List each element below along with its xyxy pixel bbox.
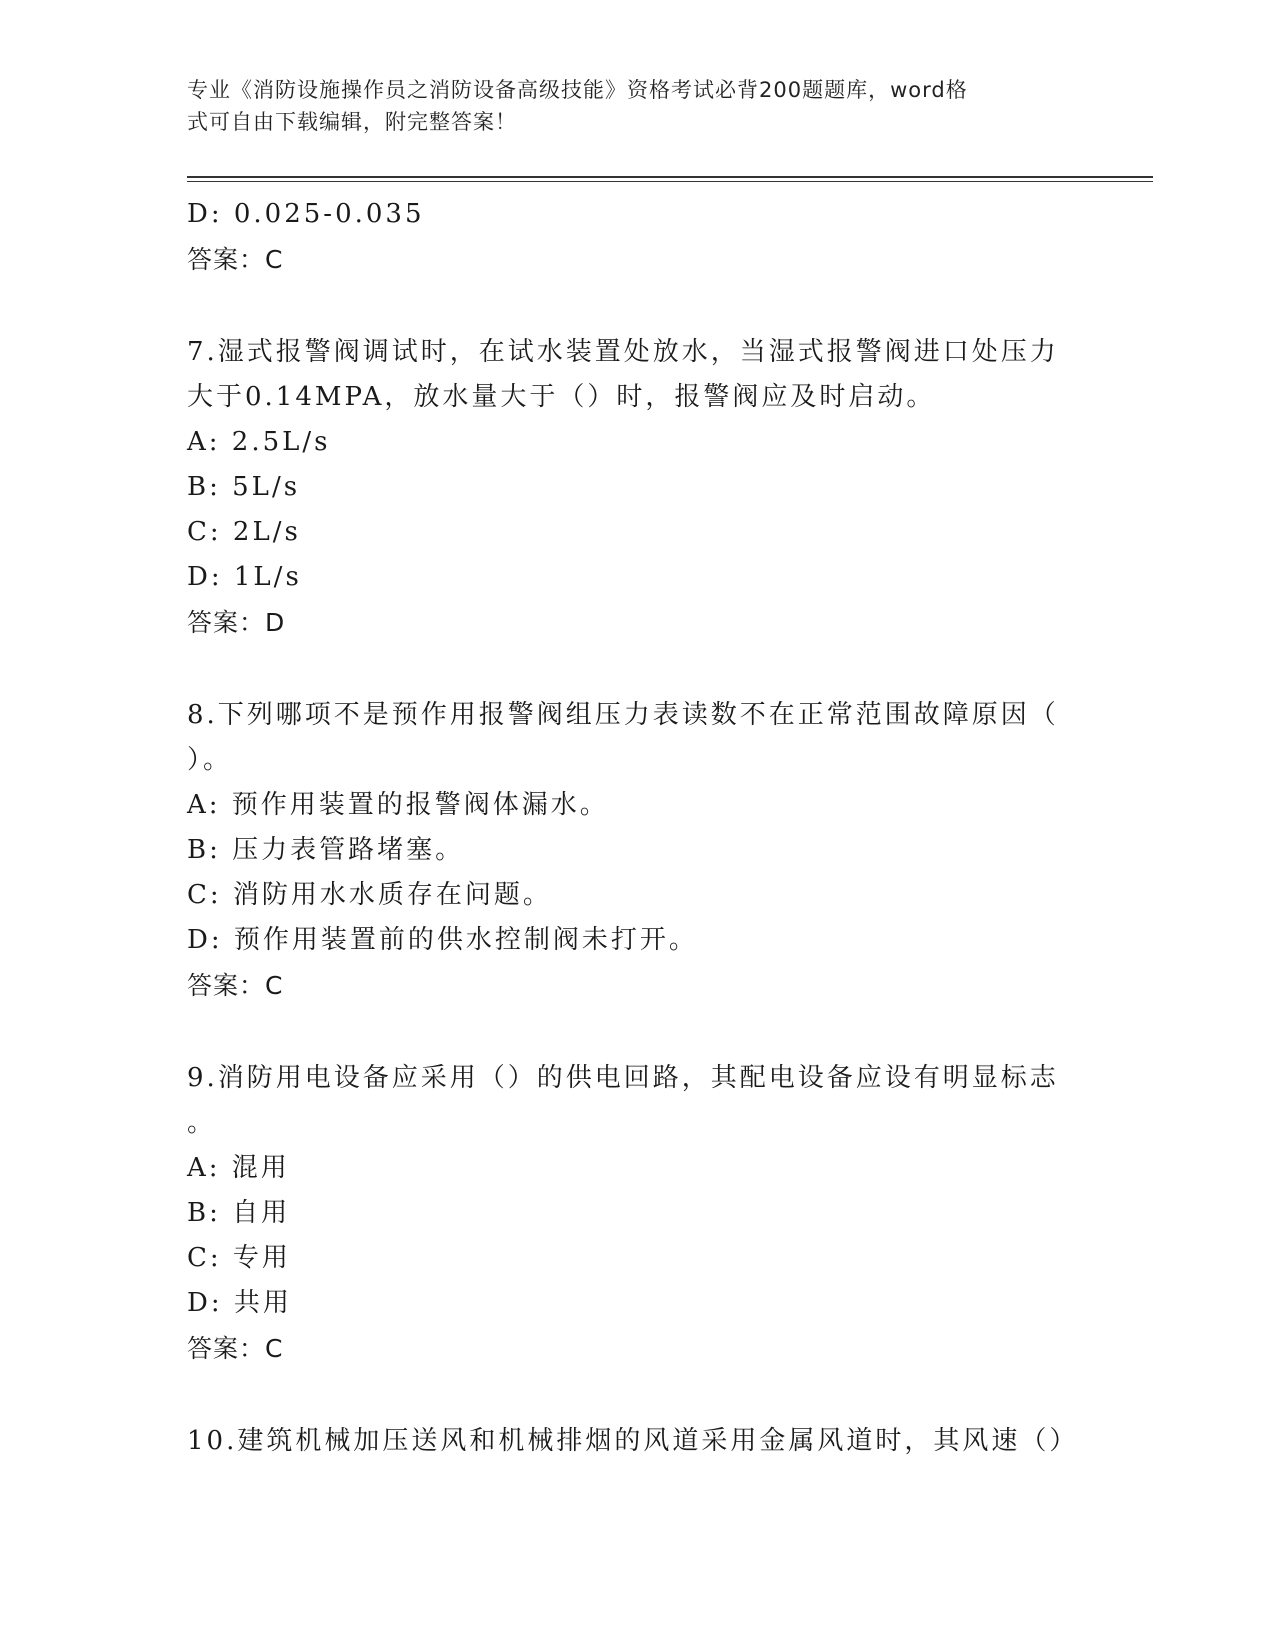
document-header: [187, 74, 1067, 138]
header-line-1: 专业《消防设施操作员之消防设备高级技能》资格考试必背200题题库，word格: [187, 78, 968, 102]
question-9: [187, 1056, 1067, 1371]
question-stem: 10.建筑机械加压送风和机械排烟的风道采用金属风道时，其风速（）: [187, 1426, 1079, 1456]
header-line-2: 式可自由下载编辑，附完整答案！: [187, 110, 517, 134]
answer-line: 答案：C: [187, 971, 284, 1000]
option-a: A: 预作用装置的报警阀体漏水。: [187, 790, 609, 820]
question-stem: 8.下列哪项不是预作用报警阀组压力表读数不在正常范围故障原因（: [187, 700, 1059, 730]
option-c: C: 专用: [187, 1243, 291, 1273]
option-b: B: 压力表管路堵塞。: [187, 835, 465, 865]
option-d: D: 1L/s: [187, 562, 302, 592]
header-divider-thin: [187, 181, 1153, 182]
header-divider-thick: [187, 176, 1153, 178]
question-stem: ）。: [187, 745, 233, 775]
question-10: [187, 1419, 1079, 1464]
option-a: A: 2.5L/s: [187, 427, 331, 457]
option-c: C: 2L/s: [187, 517, 301, 547]
option-c: C: 消防用水水质存在问题。: [187, 880, 552, 910]
option-b: B: 自用: [187, 1198, 291, 1228]
question-stem: 7.湿式报警阀调试时，在试水装置处放水，当湿式报警阀进口处压力: [187, 337, 1059, 367]
option-d: D: 0.025-0.035: [187, 199, 425, 229]
option-d: D: 预作用装置前的供水控制阀未打开。: [187, 925, 698, 955]
question-stem: 大于0.14MPA，放水量大于（）时，报警阀应及时启动。: [187, 382, 936, 412]
question-8: [187, 693, 1067, 1008]
answer-line: 答案：C: [187, 245, 284, 274]
question-stem: 。: [187, 1108, 217, 1138]
option-d: D: 共用: [187, 1288, 292, 1318]
answer-line: 答案：C: [187, 1334, 284, 1363]
option-b: B: 5L/s: [187, 472, 301, 502]
question-list: [187, 192, 1079, 1464]
question-6-tail: [187, 192, 1067, 282]
option-a: A: 混用: [187, 1153, 290, 1183]
question-7: [187, 330, 1067, 645]
answer-line: 答案：D: [187, 608, 286, 637]
question-stem: 9.消防用电设备应采用（）的供电回路，其配电设备应设有明显标志: [187, 1063, 1059, 1093]
